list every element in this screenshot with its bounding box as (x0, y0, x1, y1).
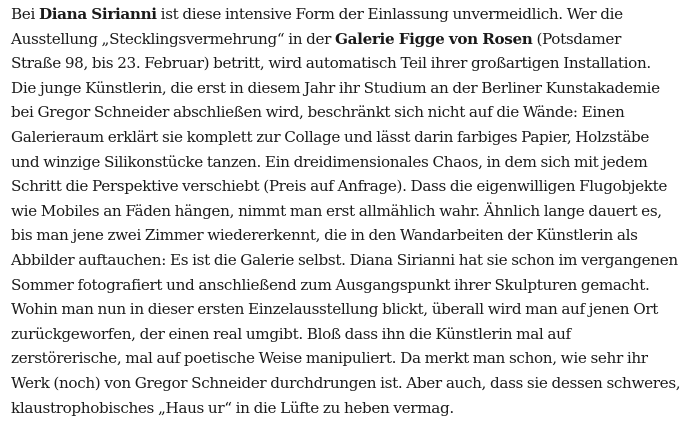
article-line: Abbilder auftauchen: Es ist die Galerie selbst. Diana Sirianni hat sie schon im vergangenen (11, 250, 678, 269)
line-text: (Potsdamer (532, 29, 621, 48)
article-line: zurückgeworfen, der einen real umgibt. Bloß dass ihn die Künstlerin mal auf (11, 324, 571, 343)
line-text: ist diese intensive Form der Einlassung unvermeidlich. Wer die (156, 5, 623, 23)
article-line: Die junge Künstlerin, die erst in diesem Jahr ihr Studium an der Berliner Kunstakademie (11, 78, 660, 97)
line-text: Bei (11, 5, 39, 23)
artist-name: Diana Sirianni (38, 5, 157, 23)
article-line: Sommer fotografiert und anschließend zum Ausgangspunkt ihrer Skulpturen gemacht. (11, 275, 650, 294)
article-line: Werk (noch) von Gregor Schneider durchdrungen ist. Aber auch, dass sie dessen schweres, (11, 373, 681, 392)
article-line: zerstörerische, mal auf poetische Weise manipuliert. Da merkt man schon, wie sehr ihr (11, 349, 648, 368)
article-line: Straße 98, bis 23. Februar) betritt, wird automatisch Teil ihrer großartigen Installation. (11, 54, 651, 73)
gallery-name: Galerie Figge von Rosen (335, 29, 533, 48)
article-line: wie Mobiles an Fäden hängen, nimmt man erst allmählich wahr. Ähnlich lange dauert es, (11, 201, 662, 220)
article-line (11, 2, 691, 27)
article-line: Galerieraum erklärt sie komplett zur Collage und lässt darin farbiges Papier, Holzstäbe (11, 127, 650, 146)
article-line: und winzige Silikonstücke tanzen. Ein dreidimensionales Chaos, in dem sich mit jedem (11, 152, 648, 171)
article-line: bis man jene zwei Zimmer wiedererkennt, die in den Wandarbeiten der Künstlerin als (11, 226, 638, 245)
article-body (11, 2, 691, 420)
article-line: Wohin man nun in dieser ersten Einzelausstellung blickt, überall wird man auf jenen Ort (11, 300, 658, 319)
article-line: Schritt die Perspektive verschiebt (Preis auf Anfrage). Dass die eigenwilligen Flugobjekte (11, 177, 668, 196)
article-line: bei Gregor Schneider abschließen wird, beschränkt sich nicht auf die Wände: Einen (11, 103, 625, 122)
article-line (11, 27, 691, 52)
article-line: klaustrophobisches „Haus ur“ in die Lüfte zu heben vermag. (11, 398, 454, 417)
line-text: Ausstellung „Stecklingsvermehrung“ in der (11, 29, 336, 48)
